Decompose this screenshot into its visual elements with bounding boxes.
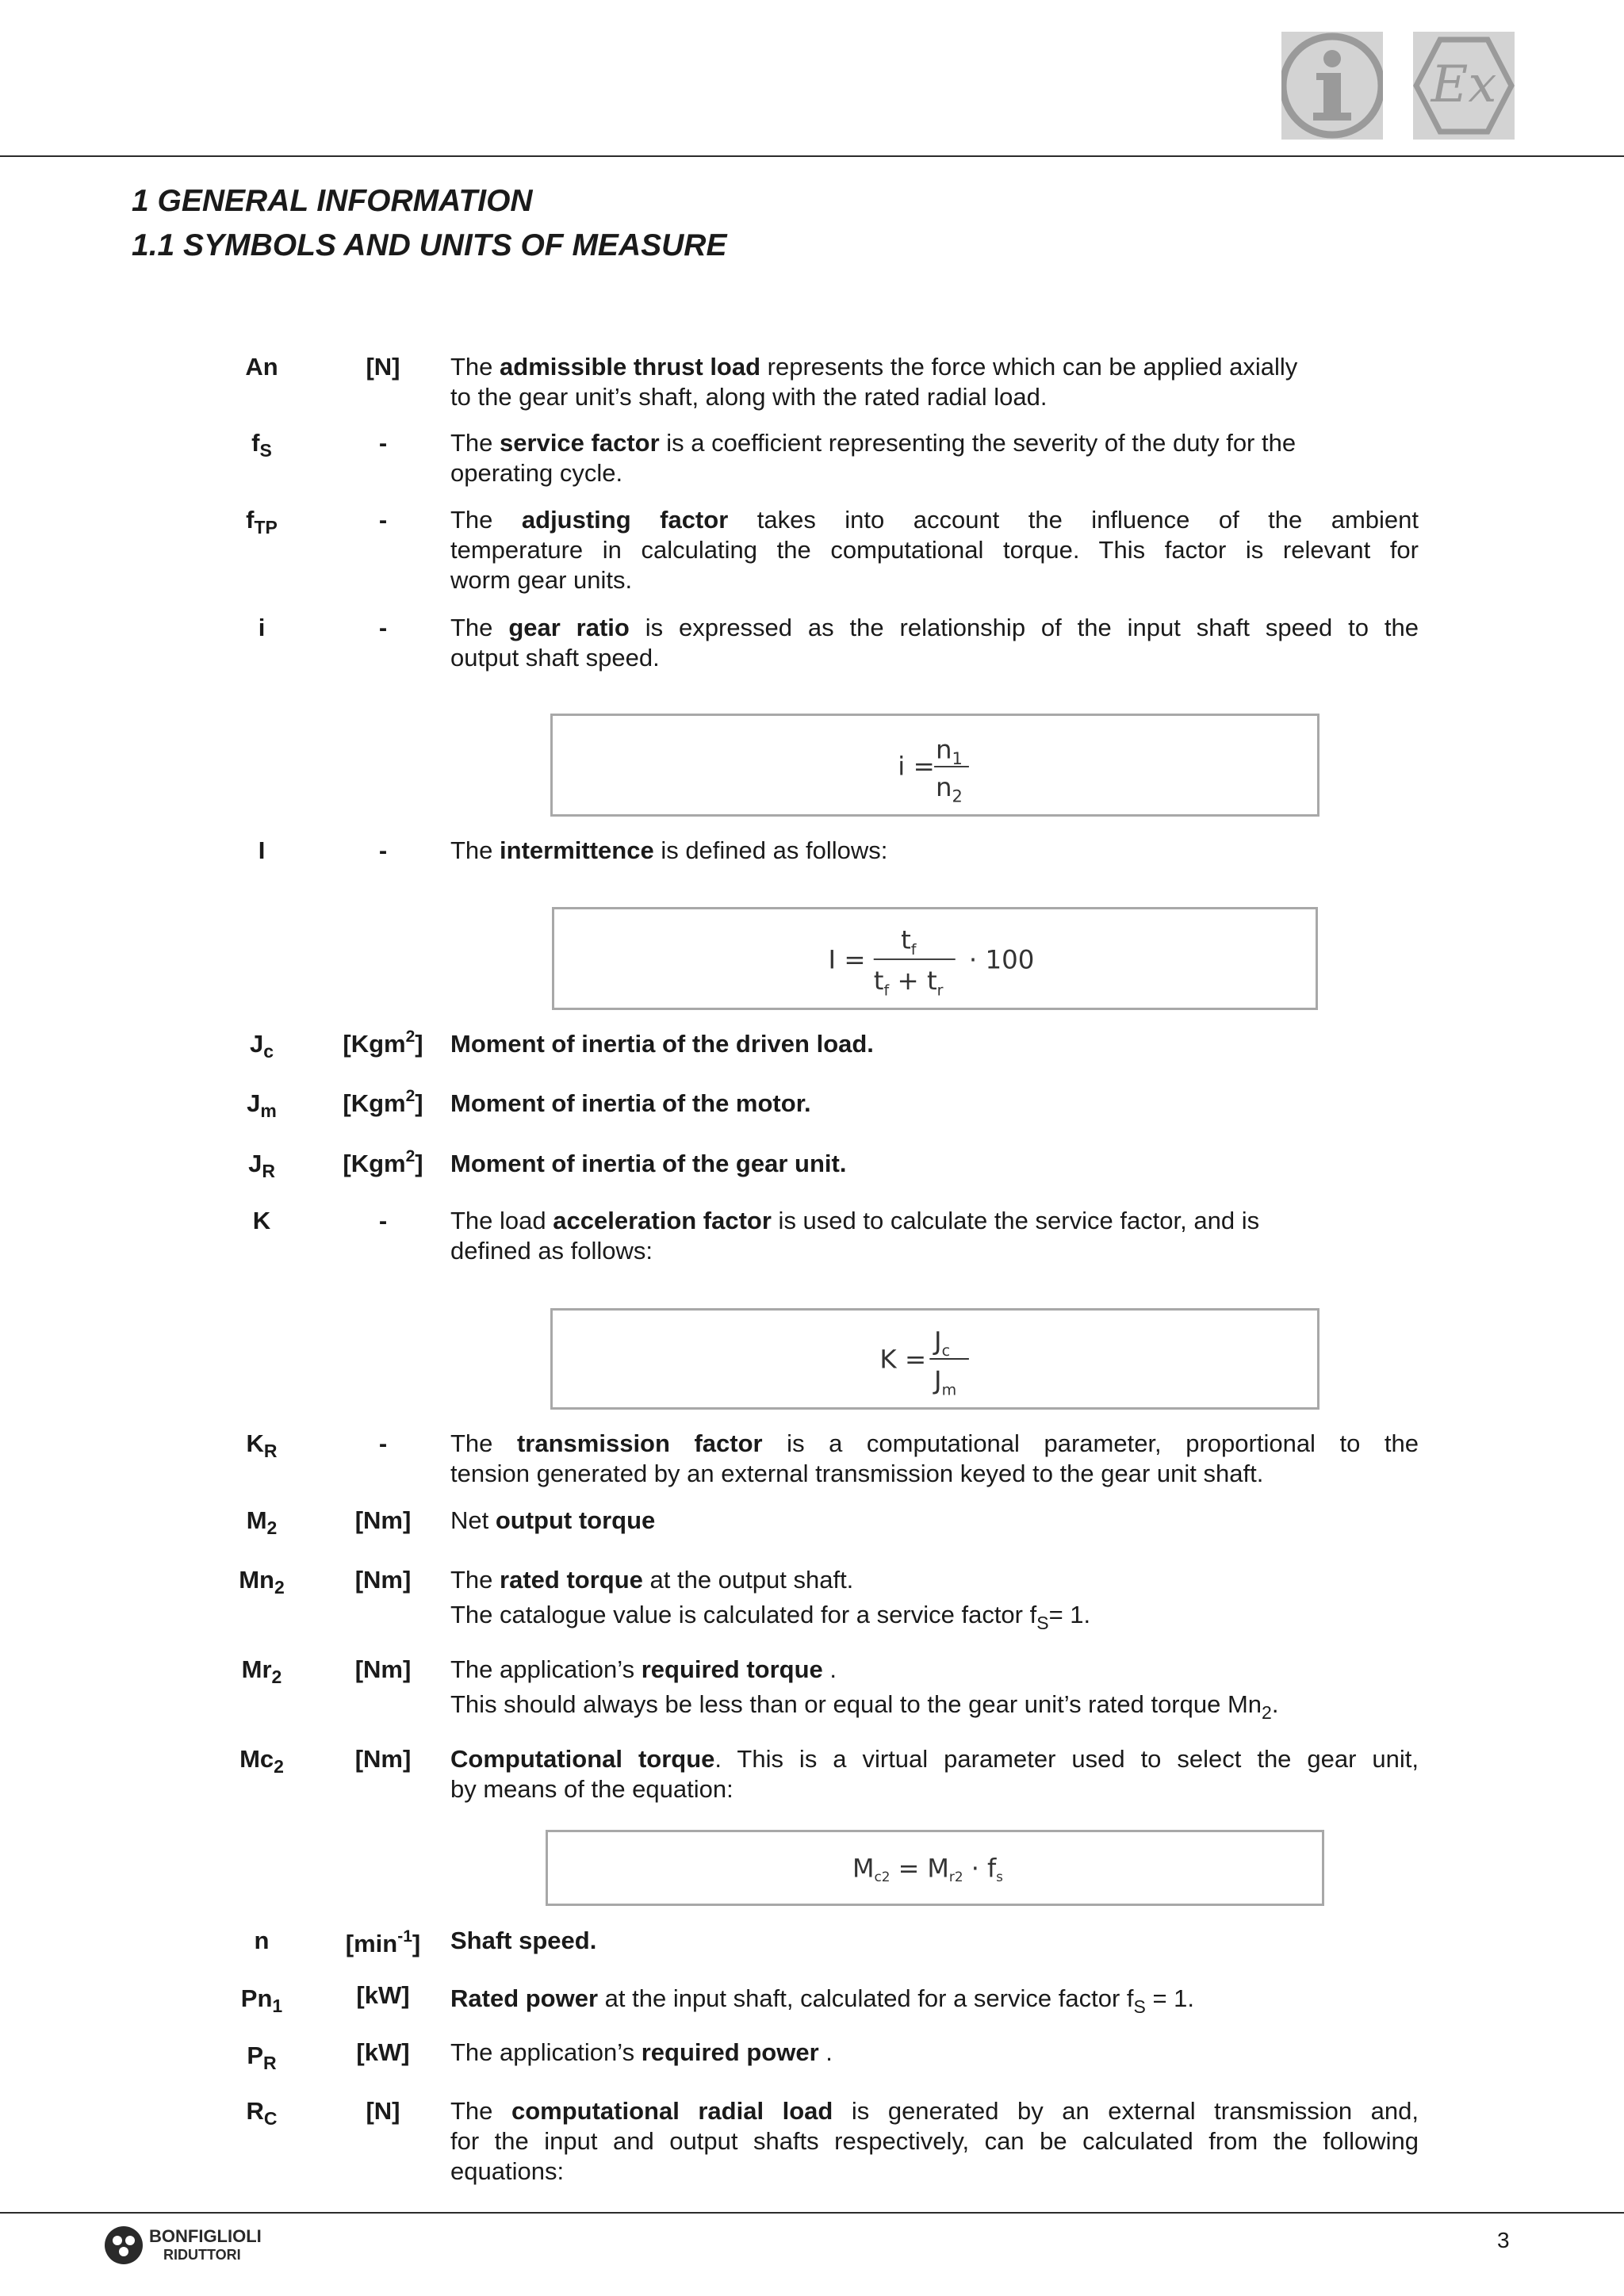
symbol: $Pn_1$ bbox=[240, 1984, 283, 2016]
description: The admissible thrust load represents the force which can be applied axially to the gear unit’s shaft, along with the rated radial load. bbox=[450, 353, 1298, 411]
description: Moment of inertia of the gear unit. bbox=[450, 1150, 847, 1177]
symbol: $Mn_2$ bbox=[239, 1566, 285, 1598]
symbol: $R_C$ bbox=[246, 2097, 278, 2129]
symbol: $K_R$ bbox=[246, 1429, 278, 1461]
description: The adjusting factor takes into account the influence of the ambient bbox=[450, 506, 1419, 534]
description-continued: by means of the equation: bbox=[450, 1775, 733, 1803]
svg-text:I =: I = bbox=[828, 944, 866, 975]
logo-line1: BONFIGLIOLI bbox=[149, 2226, 262, 2246]
ex-atex-icon bbox=[1413, 32, 1515, 140]
unit: [Nm] bbox=[354, 1506, 412, 1534]
header-rule bbox=[0, 155, 1624, 157]
unit: - bbox=[378, 506, 388, 534]
description-continued: equations: bbox=[450, 2157, 565, 2185]
symbol: $f_S$ bbox=[251, 429, 272, 461]
formula-acceleration-factor bbox=[550, 1308, 1320, 1410]
unit: [N] bbox=[366, 2097, 400, 2125]
description: The application’s required torque . This should always be less than or equal to the gear unit’s rated torque $Mn_2$. bbox=[450, 1655, 1279, 1723]
description-continued: temperature in calculating the computational torque. This factor is relevant for bbox=[450, 536, 1419, 564]
unit: [kW] bbox=[356, 1981, 410, 2009]
description: Net output torque bbox=[450, 1506, 656, 1534]
svg-text:K =: K = bbox=[879, 1344, 927, 1375]
svg-text:n1: $n_1$ bbox=[935, 734, 963, 769]
symbol: $J_c$ bbox=[249, 1030, 274, 1062]
unit: - bbox=[378, 614, 388, 641]
description: Computational torque. This is a virtual parameter used to select the gear unit, bbox=[450, 1745, 1419, 1773]
description: Moment of inertia of the driven load. bbox=[450, 1030, 874, 1058]
description-continued: worm gear units. bbox=[450, 566, 633, 594]
description: The computational radial load is generated by an external transmission and, bbox=[450, 2097, 1419, 2125]
unit: [Nm] bbox=[354, 1745, 412, 1773]
logo-line2: RIDUTTORI bbox=[163, 2247, 241, 2263]
svg-text:tf + tr: $t_f + t_r$ bbox=[873, 966, 944, 1000]
page-number: 3 bbox=[1497, 2228, 1510, 2252]
svg-text:n2: $n_2$ bbox=[935, 772, 963, 806]
description-continued: output shaft speed. bbox=[450, 644, 660, 672]
footer-rule bbox=[0, 2212, 1624, 2214]
subsection-heading: 1.1 SYMBOLS AND UNITS OF MEASURE bbox=[132, 228, 727, 262]
unit: [N] bbox=[366, 353, 400, 381]
description: The gear ratio is expressed as the relationship of the input shaft speed to the bbox=[450, 614, 1419, 641]
description: The load acceleration factor is used to calculate the service factor, and is defined as follows: bbox=[450, 1207, 1260, 1265]
description: Rated power at the input shaft, calculated for a service factor $f_S = 1$. bbox=[450, 1984, 1195, 2017]
symbol: $P_R$ bbox=[247, 2042, 277, 2073]
symbol: $Mc_2$ bbox=[239, 1745, 284, 1777]
description-continued: for the input and output shafts respectively, can be calculated from the following bbox=[450, 2127, 1419, 2155]
symbol: i bbox=[258, 614, 266, 641]
unit: - bbox=[378, 1429, 388, 1457]
description: The intermittence is defined as follows: bbox=[450, 836, 888, 864]
description-continued: tension generated by an external transmission keyed to the gear unit shaft. bbox=[450, 1460, 1264, 1487]
svg-text:Mc2 = Mr2 · fs: Mc2 = Mr2 · fs bbox=[852, 1853, 1003, 1885]
description: The rated torque at the output shaft. The catalogue value is calculated for a service factor $f_S= 1$. bbox=[450, 1566, 1091, 1633]
formula-gear-ratio bbox=[550, 714, 1320, 817]
formula-intermittence bbox=[552, 907, 1318, 1010]
description: Shaft speed. bbox=[450, 1927, 597, 1954]
formula-lhs: i = bbox=[898, 751, 935, 782]
unit: [Nm] bbox=[354, 1655, 412, 1683]
symbol: An bbox=[245, 353, 278, 381]
unit: $[\min^{-1}]$ bbox=[345, 1927, 421, 1957]
unit: [kW] bbox=[356, 2038, 410, 2066]
symbol: $Mr_2$ bbox=[241, 1655, 282, 1687]
symbol: K bbox=[252, 1207, 271, 1234]
acceleration-factor-equation bbox=[553, 1311, 1317, 1407]
svg-text:Ex: Ex bbox=[1431, 55, 1497, 114]
svg-text:tf: $t_f$ bbox=[901, 924, 917, 959]
symbol: $J_R$ bbox=[248, 1150, 275, 1181]
unit: [Kgm$^2$] bbox=[343, 1147, 423, 1177]
unit: [Kgm$^2$] bbox=[343, 1027, 423, 1058]
description: Moment of inertia of the motor. bbox=[450, 1089, 811, 1117]
svg-text:· 100: · 100 bbox=[968, 944, 1035, 975]
symbol: $J_m$ bbox=[247, 1089, 277, 1121]
formula-computational-torque bbox=[546, 1830, 1324, 1906]
computational-torque-equation bbox=[548, 1832, 1322, 1904]
section-heading: 1 GENERAL INFORMATION bbox=[132, 184, 533, 218]
gear-ratio-equation bbox=[553, 716, 1317, 814]
intermittence-equation bbox=[554, 909, 1316, 1008]
info-icon bbox=[1281, 32, 1383, 140]
unit: [Nm] bbox=[354, 1566, 412, 1594]
svg-text:Jm: $J_m$ bbox=[934, 1365, 957, 1399]
unit: - bbox=[378, 429, 388, 457]
unit: - bbox=[378, 836, 388, 864]
symbol: I bbox=[258, 836, 266, 864]
description: The service factor is a coefficient representing the severity of the duty for the operating cycle. bbox=[450, 429, 1297, 487]
description: The application’s required power . bbox=[450, 2038, 833, 2066]
svg-text:Jc: $J_c$ bbox=[934, 1326, 951, 1360]
unit: - bbox=[378, 1207, 388, 1234]
bonfiglioli-logo bbox=[102, 2220, 284, 2267]
symbol: $f_{TP}$ bbox=[246, 506, 278, 538]
description: The transmission factor is a computational parameter, proportional to the bbox=[450, 1429, 1419, 1457]
symbol: n bbox=[254, 1927, 270, 1954]
unit: [Kgm$^2$] bbox=[343, 1087, 423, 1117]
symbol: $M_2$ bbox=[246, 1506, 278, 1538]
